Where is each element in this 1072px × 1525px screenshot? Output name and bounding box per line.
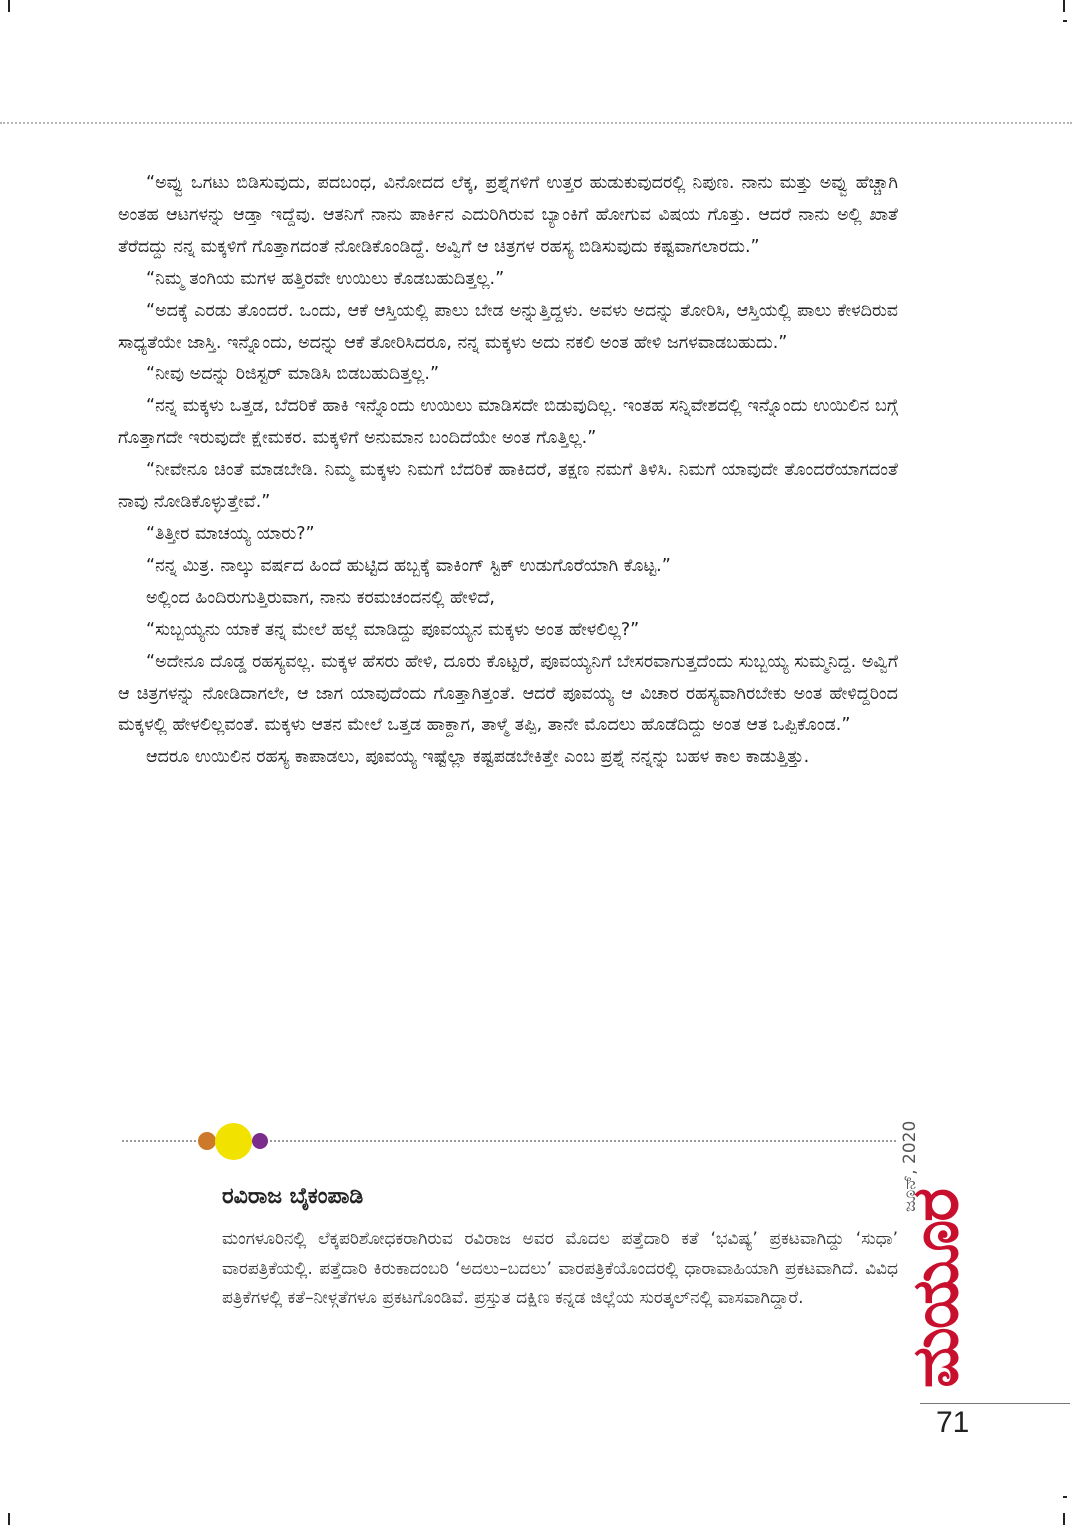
paragraph: “ಅದಕ್ಕೆ ಎರಡು ತೊಂದರೆ. ಒಂದು, ಆಕೆ ಆಸ್ತಿಯಲ್ಲಿ ಪಾಲು ಬೇಡ ಅನ್ನುತ್ತಿದ್ದಳು. ಅವಳು ಅದನ್ನು ತೋರಿಸಿ, ಆಸ್ತಿಯಲ್ಲಿ ಪಾಲು ಕೇಳದಿರುವ ಸಾಧ್ಯತೆಯೇ ಜಾಸ್ತಿ. ಇನ್ನೊಂದು, ಅದನ್ನು ಆಕೆ ತೋರಿಸಿದರೂ, ನನ್ನ ಮಕ್ಕಳು ಅದು ನಕಲಿ ಅಂತ ಹೇಳಿ ಜಗಳವಾಡಬಹುದು.” xyxy=(118,300,898,353)
paragraph: “ನಿಮ್ಮ ತಂಗಿಯ ಮಗಳ ಹತ್ತಿರವೇ ಉಯಿಲು ಕೊಡಬಹುದಿತ್ತಲ್ಲ.” xyxy=(146,268,505,289)
decor-dot-yellow xyxy=(215,1123,252,1160)
paragraph: “ನನ್ನ ಮಿತ್ರ. ನಾಲ್ಕು ವರ್ಷದ ಹಿಂದೆ ಹುಟ್ಟಿದ ಹಬ್ಬಕ್ಕೆ ವಾಕಿಂಗ್ ಸ್ಟಿಕ್ ಉಡುಗೊರೆಯಾಗಿ ಕೊಟ್ಟ.” xyxy=(146,555,671,576)
paragraph: “ನೀವೇನೂ ಚಿಂತೆ ಮಾಡಬೇಡಿ. ನಿಮ್ಮ ಮಕ್ಕಳು ನಿಮಗೆ ಬೆದರಿಕೆ ಹಾಕಿದರೆ, ತಕ್ಷಣ ನಮಗೆ ತಿಳಿಸಿ. ನಿಮಗೆ ಯಾವುದೇ ತೊಂದರೆಯಾಗದಂತೆ ನಾವು ನೋಡಿಕೊಳ್ಳುತ್ತೇವೆ.” xyxy=(118,460,898,513)
crop-mark-top-left xyxy=(8,0,10,12)
crop-mark-right-lower xyxy=(1063,1496,1067,1498)
author-name: ರವಿರಾಜ ಬೈಕಂಪಾಡಿ xyxy=(222,1184,364,1209)
magazine-masthead: ಮಯೂರ xyxy=(899,1189,971,1388)
page-number-rule xyxy=(920,1403,1070,1404)
crop-mark-bottom-left xyxy=(8,1513,10,1525)
paragraph: ಆದರೂ ಉಯಿಲಿನ ರಹಸ್ಯ ಕಾಪಾಡಲು, ಪೂವಯ್ಯ ಇಷ್ಟೆಲ್ಲಾ ಕಷ್ಟಪಡಬೇಕಿತ್ತೇ ಎಂಬ ಪ್ರಶ್ನೆ ನನ್ನನ್ನು ಬಹಳ ಕಾಲ ಕಾಡುತ್ತಿತ್ತು. xyxy=(146,747,810,768)
paragraph: “ಸುಬ್ಬಯ್ಯನು ಯಾಕೆ ತನ್ನ ಮೇಲೆ ಹಲ್ಲೆ ಮಾಡಿದ್ದು ಪೂವಯ್ಯನ ಮಕ್ಕಳು ಅಂತ ಹೇಳಲಿಲ್ಲ?” xyxy=(146,619,640,640)
paragraph: ಅಲ್ಲಿಂದ ಹಿಂದಿರುಗುತ್ತಿರುವಾಗ, ನಾನು ಕರಮಚಂದನಲ್ಲಿ ಹೇಳಿದೆ, xyxy=(146,587,495,608)
paragraph: “ನನ್ನ ಮಕ್ಕಳು ಒತ್ತಡ, ಬೆದರಿಕೆ ಹಾಕಿ ಇನ್ನೊಂದು ಉಯಿಲು ಮಾಡಿಸದೇ ಬಿಡುವುದಿಲ್ಲ. ಇಂತಹ ಸನ್ನಿವೇಶದಲ್ಲಿ ಇನ್ನೊಂದು ಉಯಿಲಿನ ಬಗ್ಗೆ ಗೊತ್ತಾಗದೇ ಇರುವುದೇ ಕ್ಷೇಮಕರ. ಮಕ್ಕಳಿಗೆ ಅನುಮಾನ ಬಂದಿದೆಯೇ ಅಂತ ಗೊತ್ತಿಲ್ಲ.” xyxy=(118,396,898,449)
top-dotted-rule xyxy=(0,122,1072,124)
crop-mark-bottom-right xyxy=(1063,1513,1065,1525)
paragraph: “ನೀವು ಅದನ್ನು ರಿಜಿಸ್ಟರ್ ಮಾಡಿಸಿ ಬಿಡಬಹುದಿತ್ತಲ್ಲ.” xyxy=(146,364,440,385)
paragraph: “ಅವ್ವು ಒಗಟು ಬಿಡಿಸುವುದು, ಪದಬಂಧ, ವಿನೋದದ ಲೆಕ್ಕ, ಪ್ರಶ್ನೆಗಳಿಗೆ ಉತ್ತರ ಹುಡುಕುವುದರಲ್ಲಿ ನಿಪುಣ. ನಾನು ಮತ್ತು ಅವ್ವು ಹೆಚ್ಚಾಗಿ ಅಂತಹ ಆಟಗಳನ್ನು ಆಡ್ತಾ ಇದ್ದೆವು. ಆತನಿಗೆ ನಾನು ಪಾರ್ಕಿನ ಎದುರಿಗಿರುವ ಬ್ಯಾಂಕಿಗೆ ಹೋಗುವ ವಿಷಯ ಗೊತ್ತು. ಆದರೆ ನಾನು ಅಲ್ಲಿ ಖಾತೆ ತೆರೆದದ್ದು ನನ್ನ ಮಕ್ಕಳಿಗೆ ಗೊತ್ತಾಗದಂತೆ ನೋಡಿಕೊಂಡಿದ್ದೆ. ಅವ್ವಿಗೆ ಆ ಚಿತ್ರಗಳ ರಹಸ್ಯ ಬಿಡಿಸುವುದು ಕಷ್ಟವಾಗಲಾರದು.” xyxy=(118,173,898,257)
decor-dot-purple xyxy=(252,1133,268,1149)
paragraph: “ತಿತ್ತೀರ ಮಾಚಯ್ಯ ಯಾರು?” xyxy=(146,523,315,544)
page-number: 71 xyxy=(936,1406,970,1439)
paragraph: “ಅದೇನೂ ದೊಡ್ಡ ರಹಸ್ಯವಲ್ಲ. ಮಕ್ಕಳ ಹೆಸರು ಹೇಳಿ, ದೂರು ಕೊಟ್ಟರೆ, ಪೂವಯ್ಯನಿಗೆ ಬೇಸರವಾಗುತ್ತದೆಂದು ಸುಬ್ಬಯ್ಯ ಸುಮ್ಮನಿದ್ದ. ಅವ್ವಿಗೆ ಆ ಚಿತ್ರಗಳನ್ನು ನೋಡಿದಾಗಲೇ, ಆ ಜಾಗ ಯಾವುದೆಂದು ಗೊತ್ತಾಗಿತ್ತಂತೆ. ಆದರೆ ಪೂವಯ್ಯ ಆ ವಿಚಾರ ರಹಸ್ಯವಾಗಿರಬೇಕು ಅಂತ ಹೇಳಿದ್ದರಿಂದ ಮಕ್ಕಳಲ್ಲಿ ಹೇಳಲಿಲ್ಲವಂತೆ. ಮಕ್ಕಳು ಆತನ ಮೇಲೆ ಒತ್ತಡ ಹಾಕ್ದಾಗ, ತಾಳ್ಮೆ ತಪ್ಪಿ, ತಾನೇ ಮೊದಲು ಹೊಡೆದಿದ್ದು ಅಂತ ಆತ ಒಪ್ಪಿಕೊಂಡ.” xyxy=(118,651,898,736)
article-body xyxy=(118,168,898,774)
issue-date: ಜೂನ್, 2020 xyxy=(900,1120,920,1212)
decor-dot-orange xyxy=(198,1132,216,1150)
crop-mark-right-upper xyxy=(1063,20,1067,22)
author-bio: ಮಂಗಳೂರಿನಲ್ಲಿ ಲೆಕ್ಕಪರಿಶೋಧಕರಾಗಿರುವ ರವಿರಾಜ ಅವರ ಮೊದಲ ಪತ್ತೆದಾರಿ ಕತೆ ‘ಭವಿಷ್ಯ’ ಪ್ರಕಟವಾಗಿದ್ದು ‘ಸುಧಾ’ ವಾರಪತ್ರಿಕೆಯಲ್ಲಿ. ಪತ್ತೆದಾರಿ ಕಿರುಕಾದಂಬರಿ ‘ಅದಲು–ಬದಲು’ ವಾರಪತ್ರಿಕೆಯೊಂದರಲ್ಲಿ ಧಾರಾವಾಹಿಯಾಗಿ ಪ್ರಕಟವಾಗಿದೆ. ವಿವಿಧ ಪತ್ರಿಕೆಗಳಲ್ಲಿ ಕತೆ–ನೀಳ್ಗತೆಗಳೂ ಪ್ರಕಟಗೊಂಡಿವೆ. ಪ್ರಸ್ತುತ ದಕ್ಷಿಣ ಕನ್ನಡ ಜಿಲ್ಲೆಯ ಸುರತ್ಕಲ್‌ನಲ್ಲಿ ವಾಸವಾಗಿದ್ದಾರೆ. xyxy=(222,1229,898,1308)
crop-mark-top-right xyxy=(1063,0,1065,12)
